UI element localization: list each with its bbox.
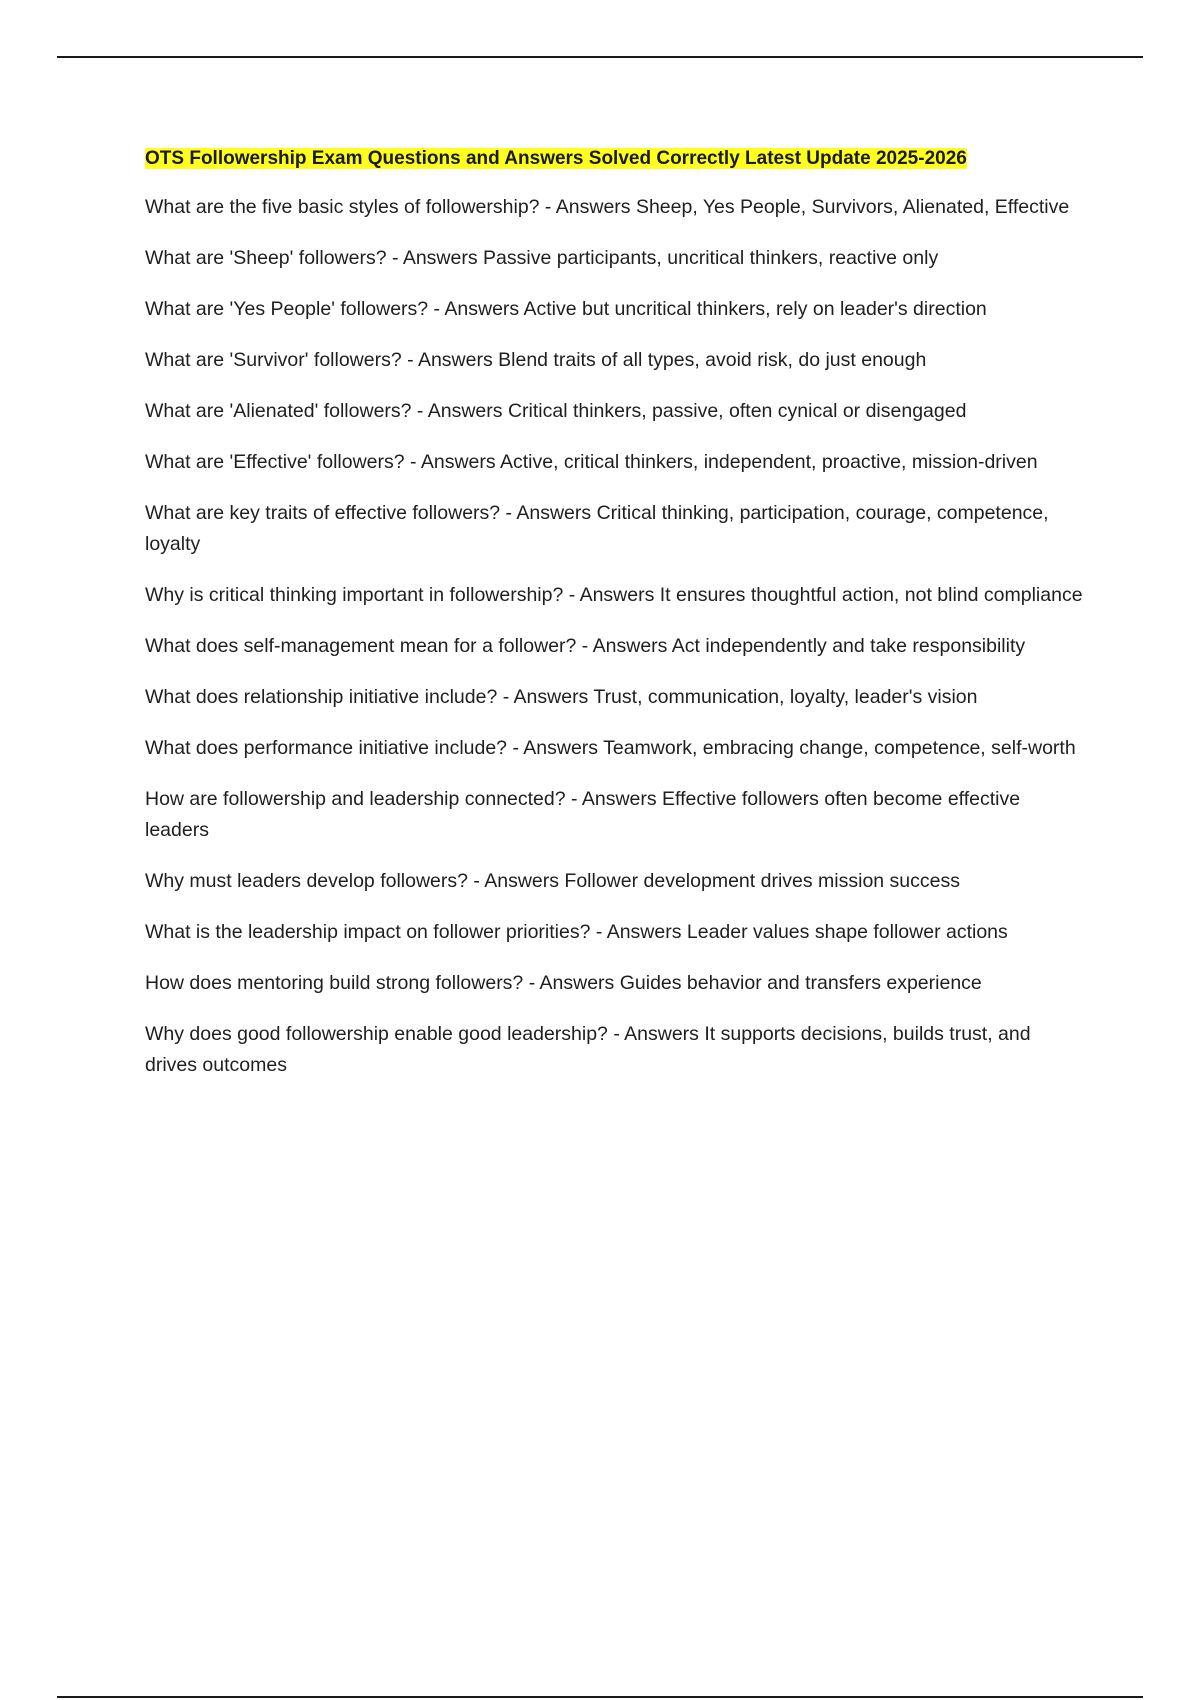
qa-item: What are 'Yes People' followers? - Answers Active but uncritical thinkers, rely on leader's direction [145, 298, 987, 320]
qa-item: What are 'Survivor' followers? - Answers Blend traits of all types, avoid risk, do just enough [145, 349, 927, 371]
title-block [145, 143, 1085, 174]
qa-item: What are the five basic styles of followership? - Answers Sheep, Yes People, Survivors, Alienated, Effective [145, 196, 1070, 218]
qa-item: What are key traits of effective followers? - Answers Critical thinking, participation, courage, competence, loyalty [145, 502, 1049, 555]
qa-item: What are 'Alienated' followers? - Answers Critical thinkers, passive, often cynical or disengaged [145, 400, 967, 422]
top-rule [57, 56, 1143, 58]
document-title: OTS Followership Exam Questions and Answers Solved Correctly Latest Update 2025-2026 [145, 148, 967, 169]
qa-item: What does performance initiative include? - Answers Teamwork, embracing change, competence, self-worth [145, 737, 1076, 759]
qa-item: Why must leaders develop followers? - Answers Follower development drives mission success [145, 870, 960, 892]
qa-item: Why is critical thinking important in followership? - Answers It ensures thoughtful action, not blind compliance [145, 584, 1083, 606]
qa-item: How does mentoring build strong followers? - Answers Guides behavior and transfers experience [145, 972, 982, 994]
qa-item: How are followership and leadership connected? - Answers Effective followers often become effective leaders [145, 788, 1021, 841]
qa-item: What does relationship initiative include? - Answers Trust, communication, loyalty, leader's vision [145, 686, 978, 708]
bottom-rule [57, 1696, 1143, 1698]
document-body [145, 143, 1085, 1101]
qa-item: What are 'Sheep' followers? - Answers Passive participants, uncritical thinkers, reactive only [145, 247, 939, 269]
qa-item: What is the leadership impact on follower priorities? - Answers Leader values shape follower actions [145, 921, 1008, 943]
qa-item: Why does good followership enable good leadership? - Answers It supports decisions, builds trust, and drives outcomes [145, 1023, 1031, 1076]
qa-item: What does self-management mean for a follower? - Answers Act independently and take responsibility [145, 635, 1026, 657]
qa-item: What are 'Effective' followers? - Answers Active, critical thinkers, independent, proactive, mission-driven [145, 451, 1038, 473]
